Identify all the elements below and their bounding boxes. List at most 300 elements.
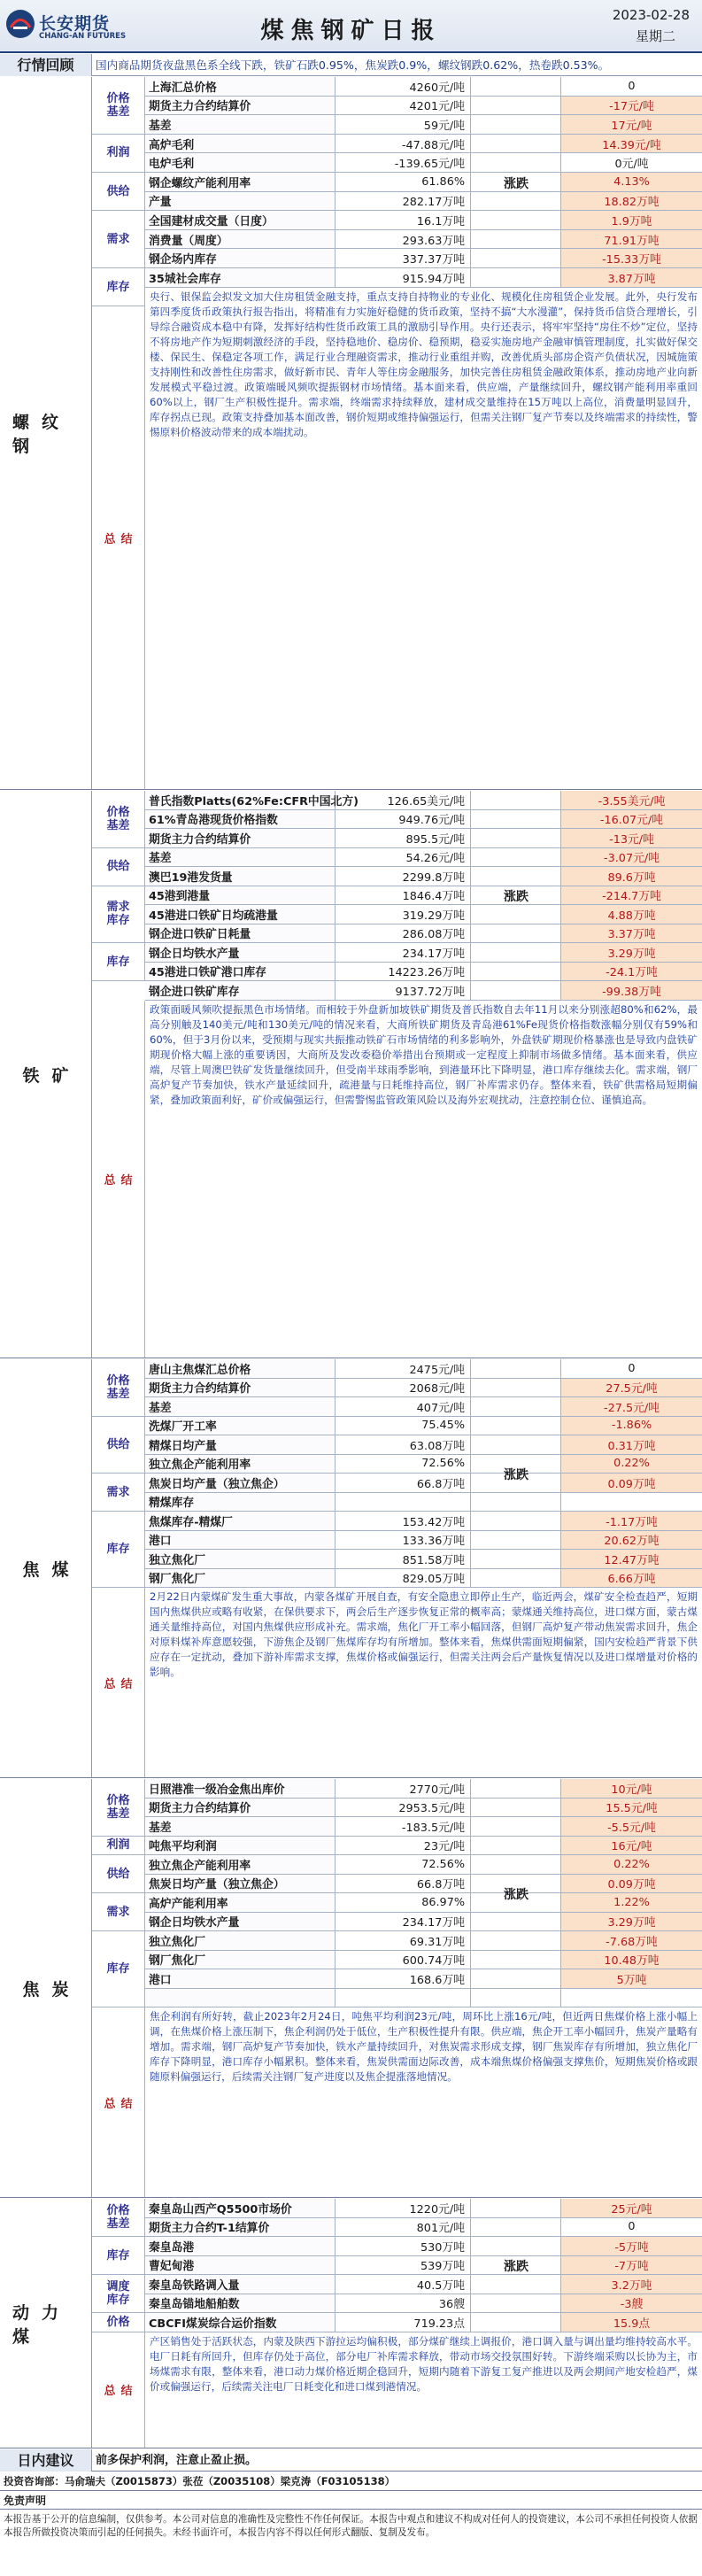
row-change: 4.13%	[561, 173, 702, 191]
row-change: 0元/吨	[561, 153, 702, 172]
category-label: 价格 基差	[92, 791, 145, 848]
row-change: -7万吨	[561, 2256, 702, 2275]
row-change: 71.91万吨	[561, 230, 702, 249]
section-body	[92, 2199, 702, 2448]
table-row	[145, 1913, 702, 1932]
table-row	[145, 943, 702, 963]
row-value: 407元/吨	[336, 1397, 471, 1416]
row-label: 基差	[145, 115, 336, 134]
row-label: 焦煤库存-精煤厂	[145, 1512, 336, 1530]
row-label: 期货主力合约结算价	[145, 97, 336, 115]
table-row	[145, 2275, 702, 2294]
section-body	[92, 77, 702, 789]
row-label: 基差	[145, 1397, 336, 1416]
row-change: 3.37万吨	[561, 924, 702, 943]
table-row	[145, 829, 702, 848]
row-label: 独立焦企产能利用率	[145, 1455, 336, 1474]
row-change: 20.62万吨	[561, 1531, 702, 1550]
row-signal-cell	[471, 981, 561, 1000]
table-row	[145, 77, 702, 97]
row-value: 234.17万吨	[336, 1913, 471, 1931]
row-signal-cell	[471, 135, 561, 153]
category-label: 供给	[92, 1855, 145, 1893]
summary-label: 总结	[92, 1588, 145, 1777]
row-change: 0	[561, 1359, 702, 1378]
row-change: 10.48万吨	[561, 1951, 702, 1969]
row-value: 9137.72万吨	[336, 981, 471, 1000]
row-value: 1846.4万吨	[336, 886, 471, 905]
row-label: 港口	[145, 1531, 336, 1550]
row-signal-cell	[471, 268, 561, 287]
row-change: 3.29万吨	[561, 1913, 702, 1931]
row-signal-cell	[471, 153, 561, 172]
row-value: 2953.5元/吨	[336, 1799, 471, 1817]
table-row	[145, 2313, 702, 2332]
row-change: 4.88万吨	[561, 905, 702, 924]
table-row	[145, 1779, 702, 1799]
row-label: 45港到港量	[145, 886, 336, 905]
row-signal-cell	[471, 867, 561, 886]
row-label: 高炉毛利	[145, 135, 336, 153]
row-value: 168.6万吨	[336, 1969, 471, 1988]
row-label: 钢企日均铁水产量	[145, 1913, 336, 1931]
signal-text: 涨跌	[504, 1888, 528, 1902]
row-signal-cell	[471, 2313, 561, 2332]
row-change: 0	[561, 2218, 702, 2237]
row-signal-cell	[471, 97, 561, 115]
row-change: 15.5元/吨	[561, 1799, 702, 1817]
row-value: 63.08万吨	[336, 1435, 471, 1454]
section-0	[0, 77, 702, 790]
row-signal-cell	[471, 230, 561, 249]
section-body	[92, 1359, 702, 1777]
table-row	[145, 1379, 702, 1398]
row-signal-cell	[471, 963, 561, 981]
summary-text: 产区销售处于活跃状态，内蒙及陕西下游拉运均偏积极，部分煤矿继续上调报价，港口调入量与调出量均维持较高水平。电厂日耗有所回升，但库存仍处于高位，部分电厂补库需求释放，带动市场交投氛围好转。下游终端采购以长协为主，市场煤需求有限，整体来看，港口动力煤价格近期企稳回升，短期内随着下游复工复产推进以及两会期间产地安检趋严，煤价或偏强运行，后续需关注电厂日耗变化和进口煤到港情况。	[150, 2334, 698, 2393]
row-change: 89.6万吨	[561, 867, 702, 886]
table-row	[145, 173, 702, 192]
table-row	[145, 848, 702, 868]
table-row	[145, 249, 702, 268]
table-row	[145, 1893, 702, 1913]
table-row	[145, 268, 702, 288]
row-label: 独立焦企产能利用率	[145, 1855, 336, 1874]
row-label: 期货主力合约结算价	[145, 1379, 336, 1397]
row-label: 焦炭日均产量（独立焦企）	[145, 1474, 336, 1492]
table-row	[145, 1875, 702, 1894]
row-label: 澳巴19港发货量	[145, 867, 336, 886]
table-row	[145, 230, 702, 250]
row-label: 钢企场内库存	[145, 249, 336, 267]
row-change: -15.33万吨	[561, 249, 702, 267]
row-value: 59元/吨	[336, 115, 471, 134]
table-row	[145, 97, 702, 116]
category-label: 需求 库存	[92, 886, 145, 944]
row-value: 2299.8万吨	[336, 867, 471, 886]
row-value: 86.97%	[336, 1893, 471, 1912]
logo-cn: 长安期货	[39, 14, 111, 34]
row-change: 1.9万吨	[561, 211, 702, 229]
category-label: 库存	[92, 2237, 145, 2275]
table-row	[145, 135, 702, 154]
row-value: 337.37万吨	[336, 249, 471, 267]
category-label: 价格	[92, 2313, 145, 2332]
row-label: 全国建材成交量（日度）	[145, 211, 336, 229]
table-row	[145, 2294, 702, 2314]
table-row	[145, 1969, 702, 1989]
row-value: 234.17万吨	[336, 943, 471, 962]
row-signal-cell	[471, 1569, 561, 1588]
row-label: 洗煤厂开工率	[145, 1417, 336, 1435]
row-label: 独立焦化厂	[145, 1550, 336, 1568]
row-label: 吨焦平均利润	[145, 1837, 336, 1855]
row-label: 期货主力合约结算价	[145, 829, 336, 847]
category-label: 价格 基差	[92, 2199, 145, 2237]
row-value: 2068元/吨	[336, 1379, 471, 1397]
row-change: 3.2万吨	[561, 2275, 702, 2294]
signal-text: 涨跌	[504, 1468, 528, 1482]
table-row	[145, 1569, 702, 1589]
row-change: 17元/吨	[561, 115, 702, 134]
signal-text: 涨跌	[504, 2260, 528, 2275]
row-change	[561, 1989, 702, 2007]
row-value	[336, 1493, 471, 1512]
category-label: 利润	[92, 1837, 145, 1856]
row-signal-cell	[471, 1969, 561, 1988]
table-row	[145, 1951, 702, 1970]
row-value: 69.31万吨	[336, 1931, 471, 1950]
market-review-label: 行情回顾	[0, 54, 92, 76]
signal-text: 涨跌	[504, 890, 528, 905]
row-value: 293.63万吨	[336, 230, 471, 249]
row-value	[336, 1989, 471, 2007]
row-signal-cell	[471, 2294, 561, 2313]
row-label: 基差	[145, 1817, 336, 1836]
row-value: 949.76元/吨	[336, 810, 471, 829]
table-row	[145, 1989, 702, 2008]
table-row	[145, 1837, 702, 1856]
table-row	[145, 2256, 702, 2276]
row-change: 0.09万吨	[561, 1875, 702, 1893]
row-value: 72.56%	[336, 1855, 471, 1874]
table-row	[145, 2237, 702, 2256]
row-value: 851.58万吨	[336, 1550, 471, 1568]
row-label: 唐山主焦煤汇总价格	[145, 1359, 336, 1378]
category-label: 供给	[92, 1417, 145, 1474]
row-signal-cell	[471, 905, 561, 924]
row-label: 钢企进口铁矿日耗量	[145, 924, 336, 943]
disclaimer-title: 免责声明	[0, 2492, 702, 2510]
summary-label: 总结	[92, 1001, 145, 1358]
row-label: 高炉产能利用率	[145, 1893, 336, 1912]
category-label: 价格 基差	[92, 77, 145, 135]
row-label: 35城社会库存	[145, 268, 336, 287]
row-change: -27.5元/吨	[561, 1397, 702, 1416]
row-value: 895.5元/吨	[336, 829, 471, 847]
table-row	[145, 1359, 702, 1379]
row-signal-cell	[471, 2199, 561, 2217]
table-row	[145, 1493, 702, 1512]
summary-label: 总结	[92, 288, 145, 789]
row-signal-cell	[471, 1855, 561, 1874]
summary-label: 总结	[92, 2007, 145, 2197]
row-change: 25元/吨	[561, 2199, 702, 2217]
table-row	[145, 1397, 702, 1417]
row-value: 153.42万吨	[336, 1512, 471, 1530]
row-value: 282.17万吨	[336, 192, 471, 211]
row-signal-cell	[471, 1799, 561, 1817]
row-signal-cell	[471, 77, 561, 96]
summary-text: 央行、银保监会拟发文加大住房租赁金融支持，重点支持自持物业的专业化、规模化住房租赁企业发展。此外，央行发布第四季度货币政策执行报告指出，将精准有力实施好稳健的货币政策，坚持不搞“大水漫灌”，保持货币信贷合理增长，引导综合融资成本稳中有降，发挥好结构性货币政策工具的激励引导作用。央行还表示，将牢牢坚持“房住不炒”定位，坚持不将房地产作为短期刺激经济的手段，坚持稳地价、稳房价、稳预期，稳妥实施房地产金融审慎管理制度，扎实做好保交楼、保民生、保稳定各项工作，满足行业合理融资需求，推动行业重组并购，改善优质头部房企资产负债状况，因城施策支持刚性和改善性住房需求，做好新市民、青年人等住房金融服务，加快完善住房租赁金融政策体系，推动房地产业向新发展模式平稳过渡。政策端暖风频吹提振钢材市场情绪。基本面来看，供应端，产量继续回升，螺纹钢产能利用率重回60%以上，钢厂生产积极性提升。需求端，终端需求持续释放，建材成交量维持在15万吨以上高位，消费量明显回升，库存拐点已现。政策支持叠加基本面改善，钢价短期或维持偏强运行，但需关注钢厂复产节奏以及终端需求的持续性，警惕原料价格波动带来的成本端扰动。	[150, 290, 698, 439]
table-row	[145, 1512, 702, 1531]
row-signal-cell	[471, 1913, 561, 1931]
row-value: 66.8万吨	[336, 1474, 471, 1492]
contact-info: 投资咨询部：马俞瑞夫（Z0015873）张莅（Z0035108）梁克涛（F03105138）	[0, 2472, 702, 2491]
intraday-advice	[0, 2449, 702, 2472]
row-change: 0	[561, 77, 702, 96]
row-signal-cell	[471, 943, 561, 962]
row-value: 319.29万吨	[336, 905, 471, 924]
row-value: -47.88元/吨	[336, 135, 471, 153]
row-label: 期货主力合约结算价	[145, 1799, 336, 1817]
row-change: 0.31万吨	[561, 1435, 702, 1454]
row-value: 801元/吨	[336, 2218, 471, 2237]
row-change: -16.07元/吨	[561, 810, 702, 829]
category-label: 库存	[92, 1931, 145, 2007]
row-signal-cell	[471, 115, 561, 134]
row-change: 10元/吨	[561, 1779, 702, 1798]
row-value: -139.65元/吨	[336, 153, 471, 172]
row-change: -17元/吨	[561, 97, 702, 115]
row-value: 23元/吨	[336, 1837, 471, 1855]
row-change: -3.07元/吨	[561, 848, 702, 867]
section-body	[92, 791, 702, 1358]
row-signal-cell	[471, 1931, 561, 1950]
table-row	[145, 1531, 702, 1551]
row-change: -13元/吨	[561, 829, 702, 847]
section-body	[92, 1779, 702, 2197]
table-row	[145, 1931, 702, 1951]
row-change: 27.5元/吨	[561, 1379, 702, 1397]
row-signal-cell	[471, 1493, 561, 1512]
category-label: 调度 库存	[92, 2275, 145, 2313]
row-signal-cell	[471, 791, 561, 809]
row-label: 钢企螺纹产能利用率	[145, 173, 336, 191]
row-change	[561, 1493, 702, 1512]
row-label: 钢厂焦化厂	[145, 1951, 336, 1969]
table-row	[145, 115, 702, 135]
row-change: 0.09万吨	[561, 1474, 702, 1492]
section-name: 螺纹钢	[0, 77, 92, 789]
row-signal-cell	[471, 924, 561, 943]
row-signal-cell	[471, 1837, 561, 1855]
signal-text: 涨跌	[504, 176, 528, 191]
row-change: -7.68万吨	[561, 1931, 702, 1950]
row-value: 915.94万吨	[336, 268, 471, 287]
row-change: 3.29万吨	[561, 943, 702, 962]
table-row	[145, 153, 702, 173]
row-change: 14.39元/吨	[561, 135, 702, 153]
row-label: 钢企日均铁水产量	[145, 943, 336, 962]
section-name: 焦炭	[0, 1779, 92, 2197]
row-value: 36艘	[336, 2294, 471, 2313]
table-row	[145, 1855, 702, 1875]
row-signal-cell	[471, 2237, 561, 2255]
row-label: 精煤库存	[145, 1493, 336, 1512]
row-label: 独立焦化厂	[145, 1931, 336, 1950]
row-value: 72.56%	[336, 1455, 471, 1474]
category-label: 利润	[92, 135, 145, 173]
row-signal-cell	[471, 249, 561, 267]
row-value: 286.08万吨	[336, 924, 471, 943]
table-row	[145, 2218, 702, 2238]
table-row	[145, 1474, 702, 1493]
row-change: -24.1万吨	[561, 963, 702, 981]
row-label: 上海汇总价格	[145, 77, 336, 96]
row-label: 基差	[145, 848, 336, 867]
table-row	[145, 1799, 702, 1818]
row-change: -99.38万吨	[561, 981, 702, 1000]
row-label: 普氏指数Platts(62%Fe:CFR中国北方)	[145, 791, 336, 809]
row-signal-cell	[471, 192, 561, 211]
row-change: -1.86%	[561, 1417, 702, 1435]
row-value: 66.8万吨	[336, 1875, 471, 1893]
category-label: 供给	[92, 848, 145, 886]
row-signal-cell	[471, 1817, 561, 1836]
row-label: 焦炭日均产量（独立焦企）	[145, 1875, 336, 1893]
row-label: 期货主力合约T-1结算价	[145, 2218, 336, 2237]
category-label: 需求	[92, 211, 145, 268]
row-value: 133.36万吨	[336, 1531, 471, 1550]
section-name: 焦煤	[0, 1359, 92, 1777]
row-label: 秦皇岛锚地船舶数	[145, 2294, 336, 2313]
advice-text: 前多保护利润，注意止盈止损。	[96, 2454, 258, 2467]
row-signal-cell	[471, 1951, 561, 1969]
row-change: -5.5元/吨	[561, 1817, 702, 1836]
row-value: 1220元/吨	[336, 2199, 471, 2217]
category-label: 需求	[92, 1474, 145, 1512]
row-label: 秦皇岛山西产Q5500市场价	[145, 2199, 336, 2217]
row-value: 40.5万吨	[336, 2275, 471, 2294]
row-label: 日照港准一级冶金焦出库价	[145, 1779, 336, 1798]
row-label: 精煤日均产量	[145, 1435, 336, 1454]
row-value: 719.23点	[336, 2313, 471, 2332]
row-label: 61%青岛港现货价格指数	[145, 810, 336, 829]
row-label: 曹妃甸港	[145, 2256, 336, 2275]
row-change: -214.7万吨	[561, 886, 702, 905]
table-row	[145, 867, 702, 886]
report-title: 煤焦钢矿日报	[260, 18, 442, 44]
row-signal-cell	[471, 1417, 561, 1435]
row-value: 14223.26万吨	[336, 963, 471, 981]
table-row	[145, 1455, 702, 1474]
table-row	[145, 981, 702, 1001]
row-value: 54.26元/吨	[336, 848, 471, 867]
row-change: -3艘	[561, 2294, 702, 2313]
table-row	[145, 1817, 702, 1837]
row-label: 钢厂焦化厂	[145, 1569, 336, 1588]
market-review	[0, 54, 702, 76]
row-value: 2770元/吨	[336, 1779, 471, 1798]
row-change: 18.82万吨	[561, 192, 702, 211]
row-signal-cell	[471, 1397, 561, 1416]
table-row	[145, 886, 702, 906]
category-label: 库存	[92, 943, 145, 981]
row-signal-cell	[471, 1359, 561, 1378]
section-name: 铁矿	[0, 791, 92, 1358]
row-value: 4201元/吨	[336, 97, 471, 115]
category-label: 库存	[92, 1512, 145, 1588]
row-value: 4260元/吨	[336, 77, 471, 96]
row-label: 消费量（周度）	[145, 230, 336, 249]
row-label: 产量	[145, 192, 336, 211]
advice-label: 日内建议	[0, 2449, 92, 2472]
table-row	[145, 1417, 702, 1436]
row-value: 829.05万吨	[336, 1569, 471, 1588]
row-value: 600.74万吨	[336, 1951, 471, 1969]
section-2	[0, 1359, 702, 1778]
row-change: 1.22%	[561, 1893, 702, 1912]
row-value: 16.1万吨	[336, 211, 471, 229]
row-signal-cell	[471, 1779, 561, 1798]
row-change: 6.66万吨	[561, 1569, 702, 1588]
row-signal-cell	[471, 829, 561, 847]
report-date: 2023-02-28	[612, 7, 690, 23]
section-1	[0, 791, 702, 1358]
market-review-text: 国内商品期货夜盘黑色系全线下跌，铁矿石跌0.95%，焦炭跌0.9%，螺纹钢跌0.62%，热卷跌0.53%。	[96, 58, 610, 72]
category-label: 需求	[92, 1893, 145, 1931]
category-label: 价格 基差	[92, 1359, 145, 1417]
row-label	[145, 1989, 336, 2007]
summary-text: 2月22日内蒙煤矿发生重大事故，内蒙各煤矿开展自查，有安全隐患立即停止生产，临近两会，煤矿安全检查趋严，短期国内焦煤供应或略有收紧，在保供要求下，两会后生产逐步恢复正常的概率高；蒙煤通关维持高位，进口煤方面，蒙古煤通关量维持高位，对国内焦煤供应形成补充。需求端，焦化厂开工率小幅回落，但钢厂高炉复产带动焦炭需求回升，焦企对原料煤补库意愿较强，下游焦企及钢厂焦煤库存均有所增加。整体来看，焦煤供需面短期偏紧，国内安检趋严背景下供应存在一定扰动，叠加下游补库需求支撑，焦煤价格或偏强运行，但需关注两会后产量恢复情况以及进口煤增量对价格的影响。	[150, 1590, 698, 1679]
summary-text: 政策面暖风频吹提振黑色市场情绪。而相较于外盘新加坡铁矿期货及普氏指数自去年11月以来分别涨超80%和62%，最高分别触及140美元/吨和130美元/吨的情况来看，大商所铁矿期货及青岛港61%Fe现货价格指数涨幅分别仅有59%和60%，但于3月份以来，受预期与现实共振推动铁矿石市场情绪的利多影响外，外盘铁矿期现价格暴涨也是导致内盘铁矿期现价格大幅上涨的重要诱因，大商所及发改委稳价举措出台预期或一定程度上抑制市场做多情绪。基本面来看，供应端，尽管上周澳巴铁矿发货量继续回升，但受南半球雨季影响，到港量环比下降明显，港口库存继续去化。需求端，钢厂高炉复产节奏加快，铁水产量延续回升，疏港量与日耗维持高位，钢厂补库需求仍存。整体来看，铁矿供需格局短期偏紧，叠加政策面利好，矿价或偏强运行，但需警惕监管政策风险以及海外宏观扰动，注意控制仓位、谨慎追高。	[150, 1002, 698, 1107]
row-signal-cell	[471, 1550, 561, 1568]
category-label: 库存	[92, 268, 145, 306]
row-value: 75.45%	[336, 1417, 471, 1435]
row-label: 45港进口铁矿港口库存	[145, 963, 336, 981]
category-label: 价格 基差	[92, 1779, 145, 1837]
row-signal-cell	[471, 1531, 561, 1550]
table-row	[145, 1435, 702, 1455]
row-change: -1.17万吨	[561, 1512, 702, 1530]
report-header	[0, 0, 702, 53]
row-signal-cell	[471, 1512, 561, 1530]
row-change: -3.55美元/吨	[561, 791, 702, 809]
table-row	[145, 211, 702, 230]
row-label: 电炉毛利	[145, 153, 336, 172]
row-signal-cell	[471, 810, 561, 829]
table-row	[145, 963, 702, 982]
row-change: 5万吨	[561, 1969, 702, 1988]
table-row	[145, 1550, 702, 1569]
summary-text: 焦企利润有所好转，截止2023年2月24日，吨焦平均利润23元/吨，周环比上涨16元/吨，但近两日焦煤价格上涨小幅上调，在焦煤价格上涨压制下，焦企利润仍处于低位，生产积极性提升有限。供应端，焦企开工率小幅回升，焦炭产量略有增加。需求端，钢厂高炉复产节奏加快，铁水产量持续回升，对焦炭需求形成支撑，钢厂焦炭库存有所增加，独立焦化厂库存下降明显，港口库存小幅累积。整体来看，焦炭供需面边际改善，成本端焦煤价格偏强支撑焦价，短期焦炭价格或跟随原料偏强运行，后续需关注钢厂复产进度以及焦企提涨落地情况。	[150, 2010, 698, 2084]
logo-en: CHANG-AN FUTURES	[39, 32, 127, 41]
row-change: 0.22%	[561, 1855, 702, 1874]
row-change: 15.9点	[561, 2313, 702, 2332]
table-row	[145, 2199, 702, 2218]
row-label: 港口	[145, 1969, 336, 1988]
disclaimer-text: 本报告基于公开的信息编制，仅供参考。本公司对信息的准确性及完整性不作任何保证。本报告中观点和建议不构成对任何人的投资建议，本公司不承担任何投资人依据本报告所做投资决策而引起的任何损失。未经书面许可，本报告内容不得以任何形式翻版、复制及发布。	[4, 2514, 698, 2538]
row-value: 61.86%	[336, 173, 471, 191]
row-change: 12.47万吨	[561, 1550, 702, 1568]
category-label: 供给	[92, 173, 145, 211]
row-signal-cell	[471, 848, 561, 867]
row-signal-cell	[471, 1435, 561, 1454]
row-signal-cell	[471, 2218, 561, 2237]
report-weekday: 星期二	[635, 28, 675, 44]
section-name: 动力煤	[0, 2199, 92, 2448]
row-change: 16元/吨	[561, 1837, 702, 1855]
